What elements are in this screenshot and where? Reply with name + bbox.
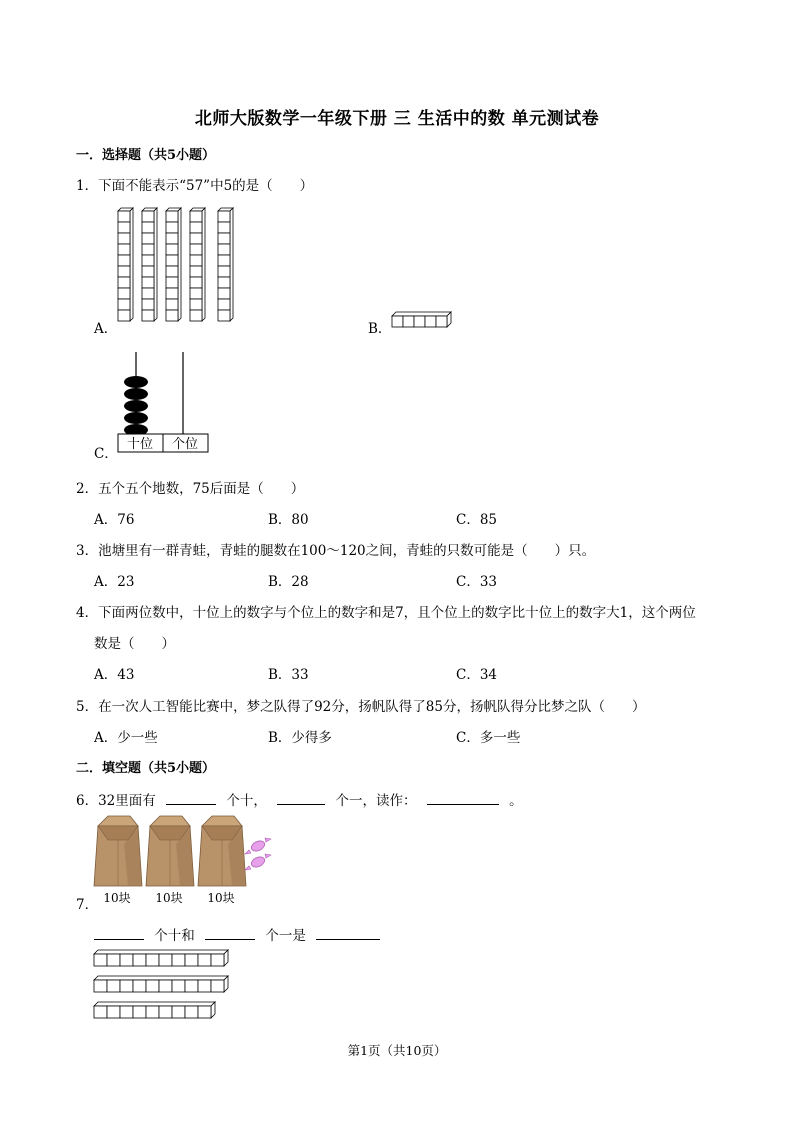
candy-icon xyxy=(245,854,271,870)
question-7-mid2: 个一是 xyxy=(265,928,306,944)
five-units-figure xyxy=(392,312,458,330)
horizontal-rod xyxy=(94,1002,215,1018)
section-heading-choice: 一．选择题（共5小题） xyxy=(76,148,216,163)
question-4-option-c[interactable]: C．34 xyxy=(456,667,498,683)
question-4-option-b[interactable]: B．33 xyxy=(268,667,309,683)
question-1-option-c-label: C． xyxy=(94,446,118,462)
candy-icon xyxy=(245,838,271,854)
question-2-option-b[interactable]: B．80 xyxy=(268,512,309,528)
ten-rods-figure xyxy=(118,208,238,330)
section-heading-fill: 二．填空题（共5小题） xyxy=(76,761,216,776)
question-2-option-a[interactable]: A．76 xyxy=(94,512,135,528)
question-7-line xyxy=(94,924,380,944)
abacus-bead xyxy=(124,376,148,388)
unit-cube xyxy=(425,316,436,327)
question-4-option-a[interactable]: A．43 xyxy=(94,667,135,683)
question-1-text: 1．下面不能表示“57”中5的是（ ） xyxy=(76,178,314,194)
question-2-option-c[interactable]: C．85 xyxy=(456,512,498,528)
paper-bag xyxy=(94,816,142,886)
question-6-suffix: 。 xyxy=(509,793,523,809)
question-7-blank-total[interactable] xyxy=(316,925,380,940)
question-6-blank-tens[interactable] xyxy=(166,790,216,805)
ten-rod xyxy=(190,208,205,321)
abacus-label-tens: 十位 xyxy=(126,437,154,452)
question-3-text: 3．池塘里有一群青蛙，青蛙的腿数在100～120之间，青蛙的只数可能是（ ）只。 xyxy=(76,543,596,559)
bag-label: 10块 xyxy=(155,891,183,905)
question-7-blank-tens[interactable] xyxy=(94,925,144,940)
question-5-option-b[interactable]: B．少得多 xyxy=(268,730,332,746)
question-7-number: 7． xyxy=(76,897,99,913)
question-7-blank-ones[interactable] xyxy=(205,925,255,940)
bag-label: 10块 xyxy=(207,891,235,905)
question-6-prefix: 6．32里面有 xyxy=(76,793,156,809)
ten-rod xyxy=(118,208,133,321)
question-6-blank-reading[interactable] xyxy=(427,790,499,805)
unit-cube xyxy=(414,316,425,327)
bag-label: 10块 xyxy=(103,891,131,905)
question-1-option-b-label: B． xyxy=(368,321,392,337)
horizontal-rods-figure xyxy=(94,950,244,1030)
unit-cube xyxy=(436,316,447,327)
abacus-bead xyxy=(124,412,148,424)
question-6-mid2: 个一，读作： xyxy=(335,793,417,809)
paper-bag xyxy=(146,816,194,886)
unit-strip-top xyxy=(392,312,451,316)
candy-bags-figure xyxy=(94,814,274,908)
ten-rod xyxy=(166,208,181,321)
horizontal-rod xyxy=(94,976,228,992)
page-title: 北师大版数学一年级下册 三 生活中的数 单元测试卷 xyxy=(194,109,600,129)
page-footer: 第1页（共10页） xyxy=(347,1043,447,1058)
abacus-bead xyxy=(124,400,148,412)
question-6-mid1: 个十， xyxy=(226,793,267,809)
unit-cube xyxy=(392,316,403,327)
ten-rod xyxy=(142,208,157,321)
question-3-option-c[interactable]: C．33 xyxy=(456,574,498,590)
question-6-blank-ones[interactable] xyxy=(277,790,325,805)
question-2-text: 2．五个五个地数，75后面是（ ） xyxy=(76,481,305,497)
question-6 xyxy=(76,789,523,809)
question-7-mid1: 个十和 xyxy=(154,928,195,944)
question-4-text-continued: 数是（ ） xyxy=(94,636,175,652)
question-5-text: 5．在一次人工智能比赛中，梦之队得了92分，扬帆队得了85分，扬帆队得分比梦之队（ ） xyxy=(76,699,646,715)
question-5-option-a[interactable]: A．少一些 xyxy=(94,730,158,746)
question-4-text: 4．下面两位数中，十位上的数字与个位上的数字和是7，且个位上的数字比十位上的数字大1，这个两位 xyxy=(76,605,696,621)
abacus-figure xyxy=(116,352,212,456)
unit-cube xyxy=(403,316,414,327)
ten-rod xyxy=(218,208,233,321)
horizontal-rod xyxy=(94,950,228,966)
abacus-bead xyxy=(124,388,148,400)
question-5-option-c[interactable]: C．多一些 xyxy=(456,730,521,746)
question-1-option-a-label: A． xyxy=(94,321,118,337)
question-3-option-b[interactable]: B．28 xyxy=(268,574,309,590)
abacus-label-ones: 个位 xyxy=(171,437,199,452)
question-3-option-a[interactable]: A．23 xyxy=(94,574,135,590)
paper-bag xyxy=(198,816,246,886)
